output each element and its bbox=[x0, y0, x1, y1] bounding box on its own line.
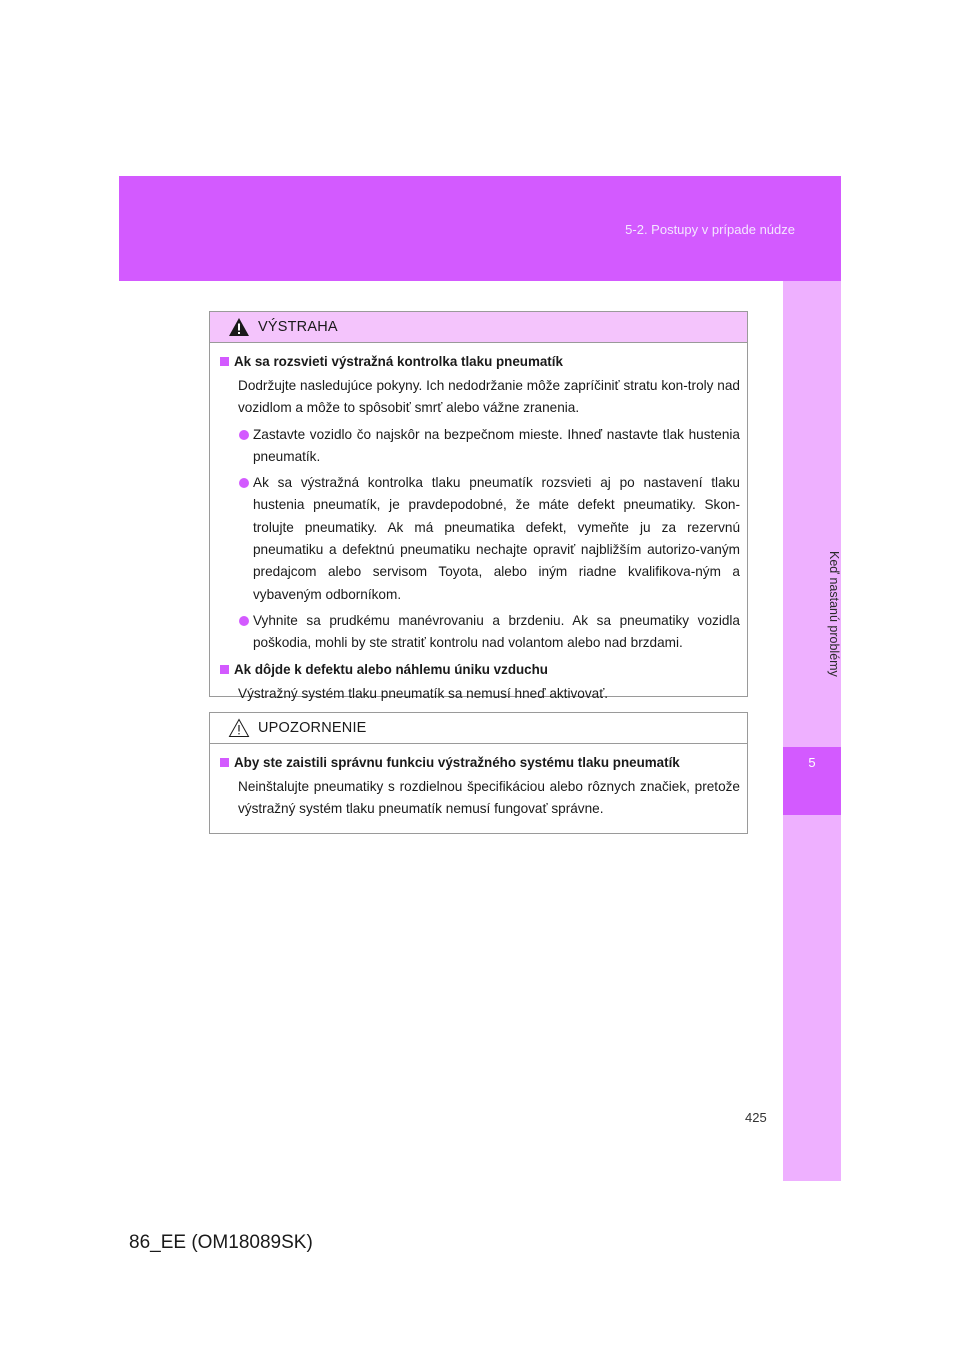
warning-item1-text: Dodržujte nasledujúce pokyny. Ich nedodržanie môže zapríčiniť stratu kon-troly nad vozidlom a môže to spôsobiť smrť alebo vážne zranenia. bbox=[238, 378, 740, 416]
chapter-number: 5 bbox=[808, 755, 816, 770]
list-item bbox=[220, 610, 740, 655]
warning-box bbox=[209, 311, 748, 701]
list-item bbox=[220, 472, 740, 606]
caution-triangle-outline-icon bbox=[228, 718, 250, 738]
warning-item2-title: Ak dôjde k defektu alebo náhlemu úniku vzduchu bbox=[234, 661, 548, 677]
warning-item2-text: Výstražný systém tlaku pneumatík sa nemusí hneď aktivovať. bbox=[238, 685, 609, 701]
warning-header bbox=[210, 312, 747, 343]
page-number: 425 bbox=[745, 1110, 767, 1125]
square-bullet-icon bbox=[220, 357, 229, 366]
circle-bullet-icon bbox=[239, 478, 249, 488]
caution-body bbox=[210, 744, 747, 821]
caution-header bbox=[210, 713, 747, 744]
caution-item1-title: Aby ste zaistili správnu funkciu výstražného systému tlaku pneumatík bbox=[234, 755, 680, 770]
doc-code: 86_EE (OM18089SK) bbox=[129, 1232, 313, 1253]
chapter-box bbox=[783, 747, 841, 815]
square-bullet-icon bbox=[220, 758, 229, 767]
bullet-text: Vyhnite sa prudkému manévrovaniu a brzdeniu. Ak sa pneumatiky vozidla poškodia, mohli by ste stratiť kontrolu nad volantom alebo nad brzdami. bbox=[253, 612, 740, 651]
header-band bbox=[119, 176, 841, 281]
warning-item-title bbox=[220, 659, 740, 681]
list-item bbox=[220, 424, 740, 469]
warning-item-title bbox=[220, 351, 740, 373]
caution-box bbox=[209, 712, 748, 834]
caution-item-title bbox=[220, 752, 740, 774]
caution-item1-text: Neinštalujte pneumatiky s rozdielnou špecifikáciou alebo rôznych značiek, pretože výstražný systém tlaku pneumatík nemusí fungovať správne. bbox=[238, 779, 740, 817]
section-label: 5-2. Postupy v prípade núdze bbox=[625, 222, 795, 237]
bullet-text: Zastavte vozidlo čo najskôr na bezpečnom mieste. Ihneď nastavte tlak hustenia pneumatík. bbox=[253, 426, 740, 464]
side-tab bbox=[783, 281, 841, 1181]
circle-bullet-icon bbox=[239, 616, 249, 626]
warning-item1-title: Ak sa rozsvieti výstražná kontrolka tlaku pneumatík bbox=[234, 354, 563, 369]
chapter-title: Keď nastanú problémy bbox=[827, 551, 841, 677]
warning-title: VÝSTRAHA bbox=[258, 319, 338, 335]
warning-body bbox=[210, 343, 747, 705]
bullet-text: Ak sa výstražná kontrolka tlaku pneumatík rozsvieti aj po nastavení tlaku hustenia pneumatík, je pravdepodobné, že máte defekt pneumatiky. Skon-trolujte pneumatiky. Ak má pneumatika defekt, vymeňte ju za rezervnú pneumatiku a defektnú pneumatiku nechajte opraviť najbližším autorizo-vaným predajcom alebo servisom Toyota, alebo iným riadne kvalifikova-ným a vybaveným odborníkom. bbox=[253, 475, 740, 602]
circle-bullet-icon bbox=[239, 430, 249, 440]
warning-triangle-filled-icon bbox=[228, 317, 250, 337]
caution-title: UPOZORNENIE bbox=[258, 720, 367, 736]
square-bullet-icon bbox=[220, 665, 229, 674]
